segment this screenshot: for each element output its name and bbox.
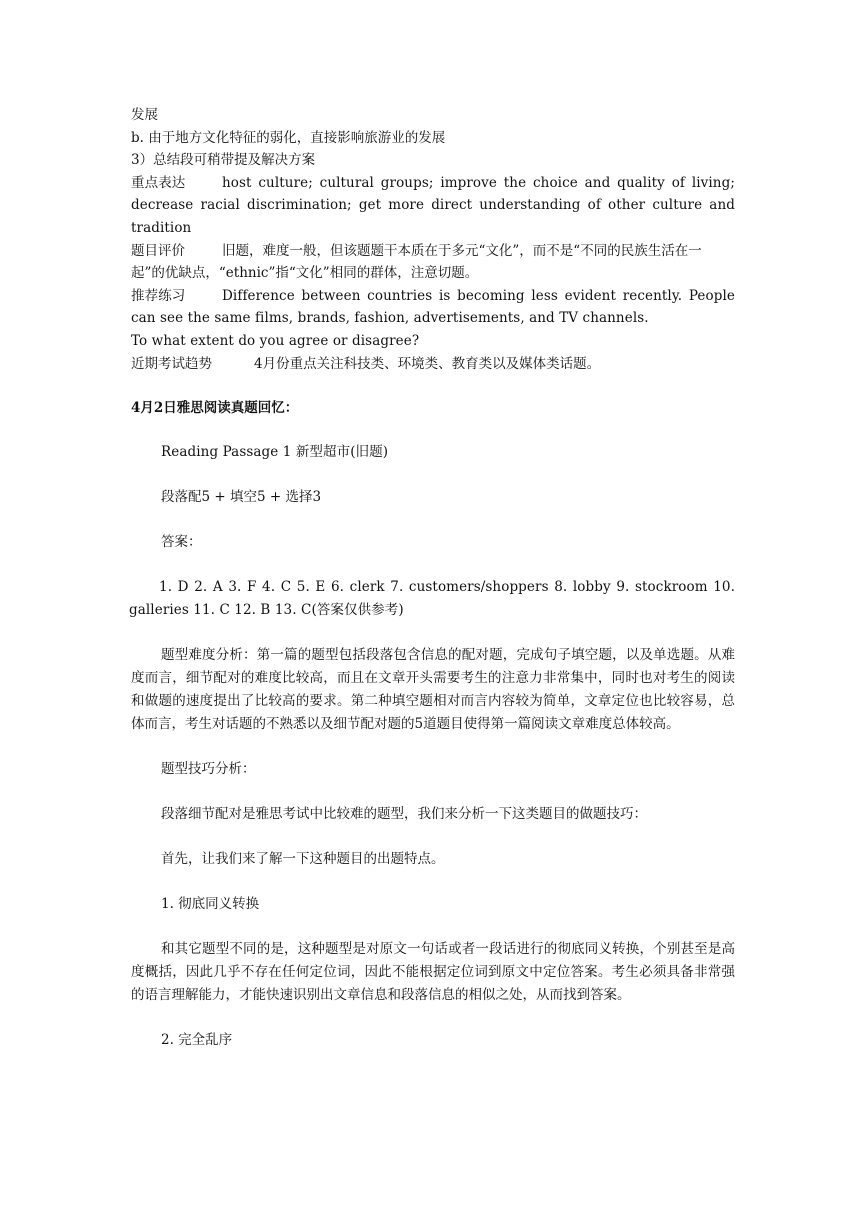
evaluation-block	[131, 240, 735, 285]
practice-label: 推荐练习	[131, 287, 186, 304]
practice-text: Difference between countries is becoming less evident recently. People can see the same films, brands, fashion, advertisements, and TV channels.	[131, 287, 735, 327]
point1-text: 和其它题型不同的是，这种题型是对原文一句话或者一段话进行的彻底同义转换，个别甚至是高度概括，因此几乎不存在任何定位词，因此不能根据定位词到原文中定位答案。考生必须具备非常强的语言理解能力，才能快速识别出文章信息和段落信息的相似之处，从而找到答案。	[131, 940, 735, 1003]
answer-label: 答案：	[161, 533, 202, 550]
text-line: b. 由于地方文化特征的弱化，直接影响旅游业的发展	[131, 129, 446, 146]
technique-label: 题型技巧分析：	[161, 760, 256, 777]
answer-list: 1. D 2. A 3. F 4. C 5. E 6. clerk 7. customers/shoppers 8. lobby 9. stockroom 10. galleries 11. C 12. B 13. C(答案仅供参考)	[129, 578, 735, 618]
trend-label: 近期考试趋势	[131, 355, 212, 372]
point1-title: 1. 彻底同义转换	[161, 895, 260, 912]
practice-block	[131, 285, 735, 330]
trend-text: 4月份重点关注科技类、环境类、教育类以及媒体类话题。	[254, 355, 601, 372]
trend-block	[131, 353, 735, 376]
point2-title: 2. 完全乱序	[161, 1031, 233, 1048]
evaluation-text: 旧题，难度一般，但该题题干本质在于多元“文化”，而不是“不同的民族生活在一起”的优缺点，“ethnic”指“文化”相同的群体，注意切题。	[131, 242, 702, 282]
passage-title: Reading Passage 1 新型超市(旧题)	[161, 443, 389, 460]
difficulty-analysis: 题型难度分析：第一篇的题型包括段落包含信息的配对题，完成句子填空题，以及单选题。从难度而言，细节配对的难度比较高，而且在文章开头需要考生的注意力非常集中，同时也对考生的阅读和做题的速度提出了比较高的要求。第二种填空题相对而言内容较为简单，文章定位也比较容易，总体而言，考生对话题的不熟悉以及细节配对题的5道题目使得第一篇阅读文章难度总体较高。	[131, 646, 735, 732]
text-line: 发展	[131, 107, 158, 123]
key-expressions-block	[131, 172, 735, 240]
technique-intro: 段落细节配对是雅思考试中比较难的题型，我们来分析一下这类题目的做题技巧：	[161, 805, 647, 822]
first-point-intro: 首先，让我们来了解一下这种题目的出题特点。	[161, 850, 445, 867]
practice-question: To what extent do you agree or disagree?	[131, 332, 420, 349]
key-expressions-label: 重点表达	[131, 174, 186, 191]
text-line: 3）总结段可稍带提及解决方案	[131, 152, 316, 169]
question-structure: 段落配5 + 填空5 + 选择3	[161, 488, 322, 505]
section-heading: 4月2日雅思阅读真题回忆：	[131, 400, 299, 417]
document-page	[131, 104, 735, 1052]
evaluation-label: 题目评价	[131, 242, 185, 259]
key-expressions-text: host culture; cultural groups; improve the choice and quality of living; decrease racial discrimination; get more direct understanding of other culture and tradition	[131, 174, 735, 236]
